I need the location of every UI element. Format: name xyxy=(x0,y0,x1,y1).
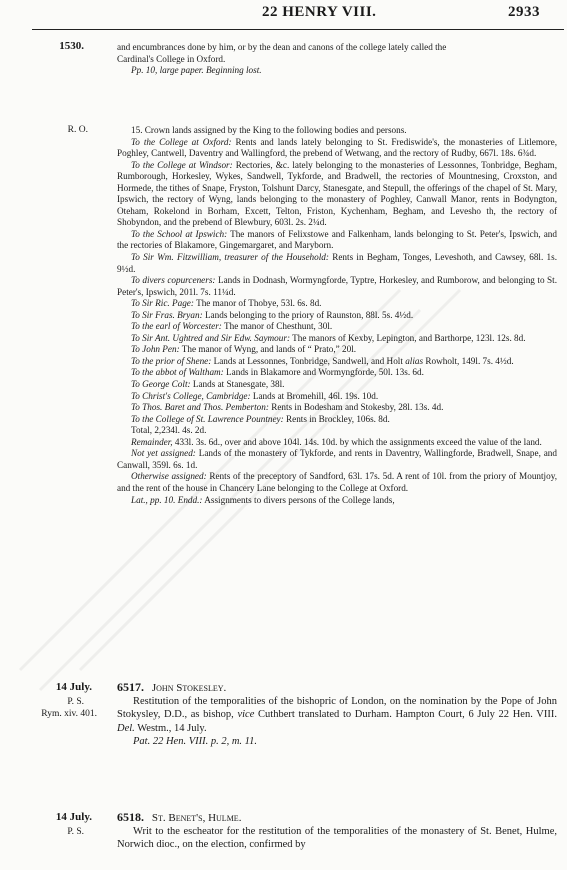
entry-6517-body xyxy=(117,695,557,735)
para-waltham xyxy=(117,367,557,379)
text: Rents in Brockley, 106s. 8d. xyxy=(283,413,390,424)
item-15 xyxy=(117,125,557,506)
para-bryan xyxy=(117,310,557,322)
label: To Sir Ric. Page: xyxy=(131,298,194,309)
text: 433l. 3s. 6d., over and above 104l. 14s. 10d. by which the assignments exceed the value of the land. xyxy=(172,436,542,447)
label: To the abbot of Waltham: xyxy=(131,367,224,378)
label: To the earl of Worcester: xyxy=(131,321,222,332)
page-number: 2933 xyxy=(508,4,540,20)
para-worcester xyxy=(117,321,557,333)
text: Restitution of the temporalities of the bishopric of London, on the nomination by the Pope of John Stokysley, D.D., as bishop, xyxy=(117,696,557,721)
para-copurceners xyxy=(117,275,557,298)
entry-6518-date: 14 July. xyxy=(55,811,92,823)
para-ipswich xyxy=(117,229,557,252)
text: Lands at Bromehill, 46l. 19s. 10d. xyxy=(250,390,379,401)
para-fitzwilliam xyxy=(117,252,557,275)
para-total: Total, 2,234l. 4s. 2d. xyxy=(131,425,207,436)
alias-word: alias xyxy=(405,355,424,366)
label: Otherwise assigned: xyxy=(131,471,207,482)
entry-6518-heading xyxy=(117,811,557,825)
entry-6518-body: Writ to the escheator for the restitution of the temporalities of the monastery of St. Benet, Hulme, Norwich dioc., on the election, confirmed by xyxy=(117,826,557,851)
text: Assignments to divers persons of the College lands, xyxy=(202,494,395,505)
text: Lands in Dodnash, Wormyngforde, Typtre, Horkesley, and Rumborow, and belonging to St. Peter's, Ipswich, 201l. 7s. 11¼d. xyxy=(117,275,558,297)
para-windsor xyxy=(117,160,557,229)
label: To divers copurceners: xyxy=(131,275,216,286)
text: Rents in Begham, Tonges, Leveshoth, and Cawsey, 68l. 1s. 9½d. xyxy=(117,252,557,274)
entry-number: 6518. xyxy=(117,810,144,824)
text: The manor of Thobye, 53l. 6s. 8d. xyxy=(193,298,322,309)
source-margin-ro: R. O. xyxy=(67,125,88,135)
label: To Thos. Baret and Thos. Pemberton: xyxy=(131,402,269,413)
label: To the College at Windsor: xyxy=(131,159,233,170)
entry-title: John Stokesley. xyxy=(151,682,227,694)
entry-6518-source: P. S. xyxy=(67,827,84,837)
entry-number: 6517. xyxy=(117,680,144,694)
text: The manors of Kexby, Lepington, and Barthorpe, 123l. 12s. 8d. xyxy=(290,332,526,343)
entry-6517-pat xyxy=(117,735,557,748)
pat-ref: Pat. 22 Hen. VIII. p. 2, m. 11. xyxy=(133,735,258,747)
label: To Sir Fras. Bryan: xyxy=(131,309,203,320)
text: Lands at Stanesgate, 38l. xyxy=(190,379,285,390)
text: Lands in Blakamore and Wormyngforde, 50l. 13s. 6d. xyxy=(223,367,424,378)
label: To Christ's College, Cambridge: xyxy=(131,390,251,401)
para-baret xyxy=(117,402,557,414)
note-text: Pp. 10, large paper. Beginning lost. xyxy=(131,65,262,76)
para-page xyxy=(117,298,557,310)
label: To the College of St. Lawrence Pountney: xyxy=(131,413,284,424)
text: Rectories, &c. lately belonging to the monasteries of Lessonnes, Tonbridge, Begham, Rumborough, Horkesley, Wykes, Sandwell, Tykforde, and Bradwell, the rectories of Mountnesing, Croxston, and Hormede, the tithes of Snape, Fryston, Tolshunt Darcy, Stanesgate, and Stepull, the offerings of the chapel of St. Mary, Ipswich, the rectory of Wyng, lands belonging to the monastery of Poghley, Canwall Manor, rents in Bodyngton, Oteham, Rokelond in Borham, Excett, Telton, Friston, Kychenham, Begham, and Levesho th, the rectory of Shobyndon, and the prebend of Blewbury, 603l. 2s. 2¼d. xyxy=(117,159,557,228)
entry-6517-source: P. S. xyxy=(67,697,84,707)
label: Not yet assigned: xyxy=(131,448,196,459)
vice-word: vice xyxy=(237,709,255,721)
text: Lands at Lessonnes, Tonbridge, Sandwell, and Holt xyxy=(211,355,406,366)
note-line xyxy=(117,65,557,77)
text: Rents in Bodesham and Stokesby, 28l. 13s. 4d. xyxy=(268,402,444,413)
entry-6517-heading xyxy=(117,681,557,695)
entry-6518 xyxy=(117,811,557,852)
label: To George Colt: xyxy=(131,379,191,390)
para-lat xyxy=(117,495,557,507)
text: Westm., 14 July. xyxy=(134,722,207,734)
para-ughtred xyxy=(117,333,557,345)
para-colt xyxy=(117,379,557,391)
entry-6517-date: 14 July. xyxy=(55,681,92,693)
header-rule xyxy=(32,29,564,30)
entry-6517-rymer: Rym. xiv. 401. xyxy=(41,709,97,719)
text: The manors of Felixstowe and Falkenham, lands belonging to St. Peter's, Ipswich, and the rectories of Blakamore, Gingemargaret, and Maryborn. xyxy=(117,228,557,251)
text: Lands of the monastery of Tykforde, and rents in Daventry, Wallingforde, Bradwell, Snape, and Canwall, 359l. 6s. 1d. xyxy=(117,448,557,470)
text: The manor of Wyng, and lands of “ Prato,” 20l. xyxy=(179,344,357,355)
text: The manor of Chesthunt, 30l. xyxy=(221,321,333,332)
para-pen xyxy=(117,344,557,356)
top-continuation xyxy=(117,42,557,77)
intro-line: Cardinal's College in Oxford. xyxy=(117,53,226,64)
intro-line: and encumbrances done by him, or by the dean and canons of the college lately called the xyxy=(117,42,447,52)
para-christ xyxy=(117,391,557,403)
text: Rents and lands lately belonging to St. Frediswide's, the monasteries of Litlemore, Poghley, Cantwell, Daventry and Wallingford, the prebend of Wetwang, and the rectory of Rudby, 667l. 18s. 6¾d. xyxy=(117,136,557,159)
year-margin: 1530. xyxy=(59,40,84,52)
entry-title: St. Benet's, Hulme. xyxy=(151,812,242,824)
label: Remainder, xyxy=(131,436,173,447)
para-shene xyxy=(117,356,557,368)
label: To the prior of Shene: xyxy=(131,355,212,366)
label: To Sir Ant. Ughtred and Sir Edw. Saymour: xyxy=(131,332,291,343)
label: To the College at Oxford: xyxy=(131,136,232,147)
del-word: Del. xyxy=(117,722,135,734)
text: Rents of the preceptory of Sandford, 63l. 17s. 5d. A rent of 10l. from the priory of Mountjoy, and the rent of the house in Chancery Lane belonging to the College at Oxford. xyxy=(117,471,557,493)
item15-heading: 15. Crown lands assigned by the King to the following bodies and persons. xyxy=(131,125,407,135)
text: Rowholt, 149l. 7s. 4½d. xyxy=(423,355,514,366)
para-otherwise xyxy=(117,471,557,494)
para-remainder xyxy=(117,437,557,449)
para-lawrence xyxy=(117,414,557,426)
text: Cuthbert translated to Durham. Hampton Court, 6 July 22 Hen. VIII. xyxy=(254,709,558,721)
label: Lat., pp. 10. Endd.: xyxy=(131,494,203,505)
label: To John Pen: xyxy=(131,344,180,355)
text: Lands belonging to the priory of Raunston, 88l. 5s. 4½d. xyxy=(202,309,414,320)
running-title: 22 HENRY VIII. xyxy=(262,4,377,20)
para-oxford xyxy=(117,137,557,160)
para-notyet xyxy=(117,448,557,471)
entry-6517 xyxy=(117,681,557,748)
label: To the School at Ipswich: xyxy=(131,228,228,239)
label: To Sir Wm. Fitzwilliam, treasurer of the Household: xyxy=(131,252,329,263)
